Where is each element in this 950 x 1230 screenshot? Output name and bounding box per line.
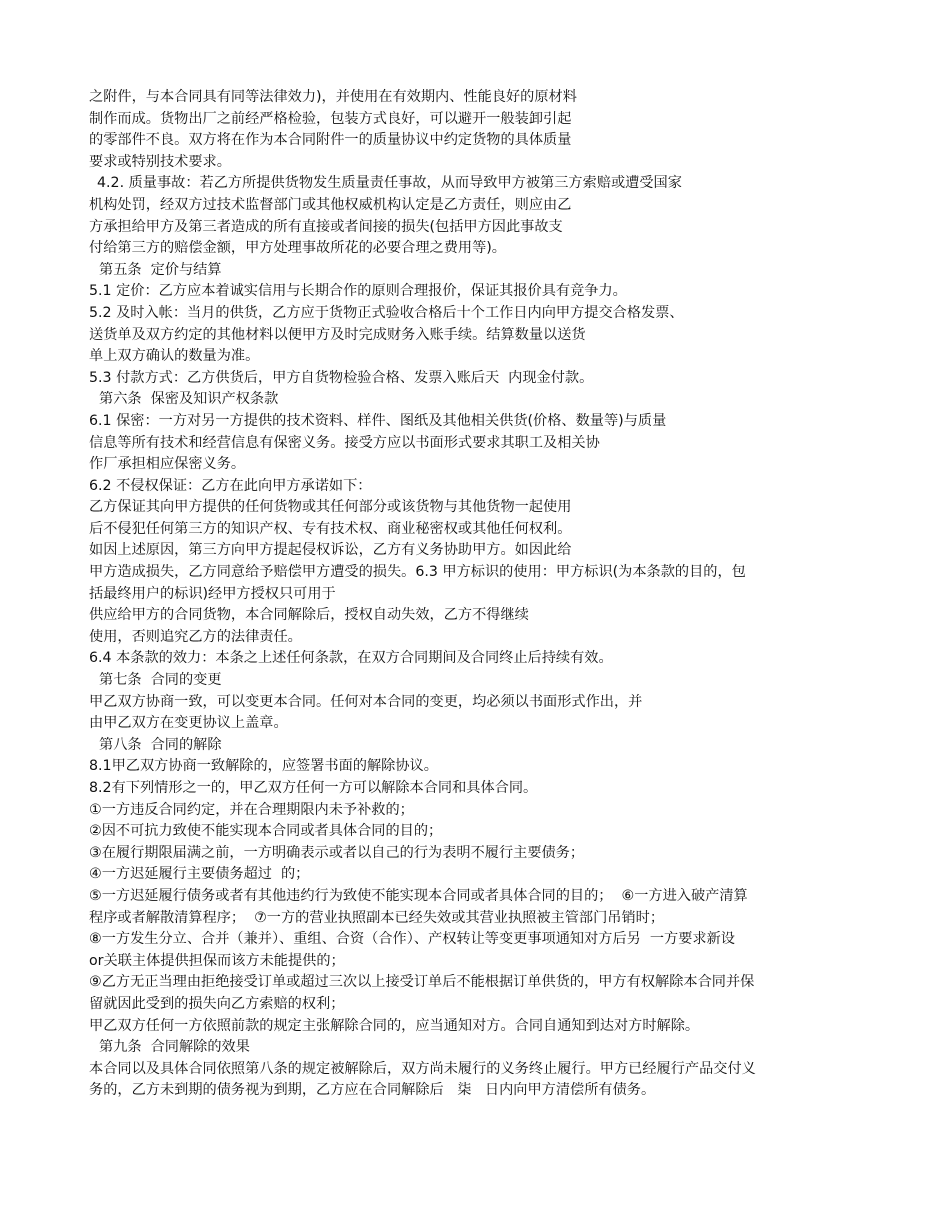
article-9-heading: 第九条 合同解除的效果 (99, 1039, 250, 1056)
text-line: 付给第三方的赔偿金额，甲方处理事故所花的必要合理之费用等)。 (89, 240, 506, 257)
text-line: 送货单及双方约定的其他材料以便甲方及时完成财务入账手续。结算数量以送货 (89, 326, 586, 343)
text-line: 甲乙双方任何一方依照前款的规定主张解除合同的，应当通知对方。合同自通知到达对方时解除。 (89, 1017, 700, 1034)
text-line: 乙方保证其向甲方提供的任何货物或其任何部分或该货物与其他货物一起使用 (89, 499, 572, 516)
list-item: ③在履行期限届满之前，一方明确表示或者以自己的行为表明不履行主要债务； (89, 844, 585, 861)
list-item: or关联主体提供担保而该方未能提供的； (89, 952, 345, 969)
text-line: 作厂承担相应保密义务。 (89, 456, 246, 473)
text-line: 甲方造成损失，乙方同意给予赔偿甲方遭受的损失。6.3 甲方标识的使用：甲方标识(为本条款的目的，包 (89, 564, 746, 581)
text-line: 制作而成。货物出厂之前经严格检验，包装方式良好，可以避开一般装卸引起 (89, 110, 572, 127)
text-line: 甲乙双方协商一致，可以变更本合同。任何对本合同的变更，均必须以书面形式作出，并 (89, 693, 643, 710)
article-7-heading: 第七条 合同的变更 (99, 672, 222, 689)
clause-6-2: 6.2 不侵权保证：乙方在此向甲方承诺如下： (89, 477, 372, 494)
text-line: 本合同以及具体合同依照第八条的规定被解除后，双方尚未履行的义务终止履行。甲方已经履行产品交付义 (89, 1060, 756, 1077)
text-line: 方承担给甲方及第三者造成的所有直接或者间接的损失(包括甲方因此事故支 (89, 218, 563, 235)
list-item: ④一方迟延履行主要债务超过 的； (89, 866, 310, 883)
list-item: ①一方违反合同约定，并在合理期限内未予补救的； (89, 801, 414, 818)
text-line: 括最终用户的标识)经甲方授权只可用于 (89, 585, 336, 602)
text-line: 之附件，与本合同具有同等法律效力)，并使用在有效期内、性能良好的原材料 (89, 89, 577, 105)
text-line: 信息等所有技术和经营信息有保密义务。接受方应以书面形式要求其职工及相关协 (89, 434, 600, 451)
document-body (89, 87, 869, 1102)
text-line: 单上双方确认的数量为准。 (89, 348, 260, 365)
article-8-heading: 第八条 合同的解除 (99, 736, 222, 753)
text-line: 要求或特别技术要求。 (89, 153, 231, 170)
clause-4-2: 4.2. 质量事故：若乙方所提供货物发生质量责任事故，从而导致甲方被第三方索赔或遭受国家 (97, 175, 682, 192)
text-line: 后不侵犯任何第三方的知识产权、专有技术权、商业秘密权或其他任何权利。 (89, 520, 572, 537)
text-line: 供应给甲方的合同货物，本合同解除后，授权自动失效，乙方不得继续 (89, 607, 529, 624)
text-line: 机构处罚，经双方过技术监督部门或其他权威机构认定是乙方责任，则应由乙 (89, 196, 572, 213)
clause-8-1: 8.1甲乙双方协商一致解除的，应签署书面的解除协议。 (89, 758, 438, 775)
clause-5-3: 5.3 付款方式：乙方供货后，甲方自货物检验合格、发票入账后天 内现金付款。 (89, 369, 594, 386)
clause-6-4: 6.4 本条款的效力：本条之上述任何条款，在双方合同期间及合同终止后持续有效。 (89, 650, 613, 667)
text-line: 使用，否则追究乙方的法律责任。 (89, 628, 302, 645)
clause-8-2: 8.2有下列情形之一的，甲乙双方任何一方可以解除本合同和具体合同。 (89, 780, 538, 796)
list-item: 程序或者解散清算程序； ⑦一方的营业执照副本已经失效或其营业执照被主管部门吊销时； (89, 909, 665, 926)
list-item: 留就因此受到的损失向乙方索赔的权利； (89, 995, 345, 1012)
article-6-heading: 第六条 保密及知识产权条款 (99, 391, 279, 408)
text-line: 由甲乙双方在变更协议上盖章。 (89, 715, 288, 732)
article-5-heading: 第五条 定价与结算 (99, 261, 222, 278)
clause-5-2: 5.2 及时入帐：当月的供货，乙方应于货物正式验收合格后十个工作日内向甲方提交合格发票、 (89, 304, 684, 321)
clause-5-1: 5.1 定价：乙方应本着诚实信用与长期合作的原则合理报价，保证其报价具有竞争力。 (89, 283, 627, 300)
text-line: 的零部件不良。双方将在作为本合同附件一的质量协议中约定货物的具体质量 (89, 132, 572, 149)
text-line: 务的，乙方未到期的债务视为到期，乙方应在合同解除后 柒 日内向甲方清偿所有债务。 (89, 1082, 656, 1099)
list-item: ②因不可抗力致使不能实现本合同或者具体合同的目的； (89, 823, 443, 840)
list-item: ⑨乙方无正当理由拒绝接受订单或超过三次以上接受订单后不能根据订单供货的，甲方有权解除本合同并保 (89, 974, 755, 991)
list-item: ⑧一方发生分立、合并（兼并）、重组、合资（合作）、产权转让等变更事项通知对方后另 一方要求新设 (89, 931, 735, 948)
text-line: 如因上述原因，第三方向甲方提起侵权诉讼，乙方有义务协助甲方。如因此给 (89, 542, 572, 559)
clause-6-1: 6.1 保密：一方对另一方提供的技术资料、样件、图纸及其他相关供货(价格、数量等)与质量 (89, 412, 667, 429)
list-item: ⑤一方迟延履行债务或者有其他违约行为致使不能实现本合同或者具体合同的目的； ⑥一方进入破产清算 (89, 887, 748, 904)
